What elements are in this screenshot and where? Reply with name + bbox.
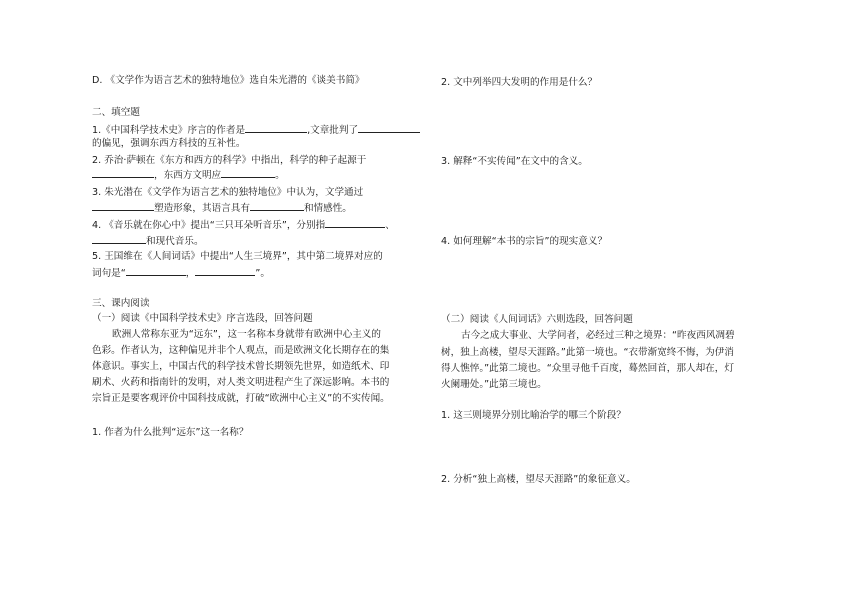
passage-1-line: 欧洲人常称东亚为“远东”，这一名称本身就带有欧洲中心主义的 xyxy=(112,329,381,340)
passage-1-line: 体意识。事实上，中国古代的科学技术曾长期领先世界，如造纸术、印 xyxy=(92,361,390,372)
passage-1-question-3: 3. 解释“不实传闻”在文中的含义。 xyxy=(441,156,588,167)
passage-1-title: （一）阅读《中国科学技术史》序言选段，回答问题 xyxy=(92,313,313,324)
answer-blank[interactable] xyxy=(358,123,420,133)
answer-blank[interactable] xyxy=(250,201,304,211)
fill-question-3-line-1: 3. 朱光潜在《文学作为语言艺术的独特地位》中认为，文学通过 xyxy=(92,187,364,198)
answer-blank[interactable] xyxy=(92,201,154,211)
fill-question-5-line-2: 词句是“ ， ”。 xyxy=(92,268,270,279)
passage-2-question-1: 1. 这三则境界分别比喻治学的哪三个阶段？ xyxy=(441,410,626,421)
fill-question-4-line-1: 4. 《音乐就在你心中》提出“三只耳朵听音乐”，分别指 、 xyxy=(92,220,395,231)
answer-blank[interactable] xyxy=(325,218,385,228)
passage-2-question-2: 2. 分析“独上高楼，望尽天涯路”的象征意义。 xyxy=(441,474,636,485)
answer-blank[interactable] xyxy=(126,266,186,276)
fill-question-2-line-1: 2. 乔治·萨顿在《东方和西方的科学》中指出，科学的种子起源于 xyxy=(92,155,367,166)
answer-blank[interactable] xyxy=(245,123,307,133)
fill-question-1-line-1: 1.《中国科学技术史》序言的作者是 ,文章批判了 xyxy=(92,123,420,137)
fill-question-2-line-2: ，东西方文明应 。 xyxy=(92,168,285,182)
passage-1-line: 宗旨正是要客观评价中国科技成就，打破“欧洲中心主义”的不实传闻。 xyxy=(92,393,390,404)
fill-question-3-line-2: 塑造形象，其语言具有 和情感性。 xyxy=(92,201,352,215)
fill-in-heading: 二、填空题 xyxy=(92,107,140,118)
fill-question-1-line-2: 的偏见，强调东西方科技的互补性。 xyxy=(92,138,246,149)
passage-1-line: 色彩。作者认为，这种偏见并非个人观点，而是欧洲文化长期存在的集 xyxy=(92,345,390,356)
passage-1-question-2: 2. 文中列举四大发明的作用是什么？ xyxy=(441,77,598,88)
answer-blank[interactable] xyxy=(92,168,154,178)
option-d: D. 《文学作为语言艺术的独特地位》选自朱光潜的《谈美书简》 xyxy=(92,75,365,86)
passage-2-line: 树，独上高楼，望尽天涯路。”此第一境也。“衣带渐宽终不悔，为伊消 xyxy=(441,347,734,358)
answer-blank[interactable] xyxy=(195,266,255,276)
passage-1-question-4: 4. 如何理解“本书的宗旨”的现实意义？ xyxy=(441,236,608,247)
passage-2-line: 得人憔悴。”此第二境也。“众里寻他千百度，蓦然回首，那人却在，灯 xyxy=(441,363,734,374)
passage-1-question-1: 1. 作者为什么批判“远东”这一名称？ xyxy=(92,427,249,438)
passage-2-title: （二）阅读《人间词话》六则选段，回答问题 xyxy=(441,314,633,325)
fill-question-5-line-1: 5. 王国维在《人间词话》中提出“人生三境界”，其中第二境界对应的 xyxy=(92,251,383,262)
passage-2-line: 火阑珊处。”此第三境也。 xyxy=(441,379,547,390)
reading-heading: 三、课内阅读 xyxy=(92,298,150,309)
answer-blank[interactable] xyxy=(92,234,146,244)
passage-1-line: 刷术、火药和指南针的发明，对人类文明进程产生了深远影响。本书的 xyxy=(92,377,390,388)
fill-question-4-line-2: 和现代音乐。 xyxy=(92,234,204,248)
answer-blank[interactable] xyxy=(221,168,275,178)
passage-2-line: 古今之成大事业、大学问者，必经过三种之境界：“昨夜西风凋碧 xyxy=(461,330,735,341)
